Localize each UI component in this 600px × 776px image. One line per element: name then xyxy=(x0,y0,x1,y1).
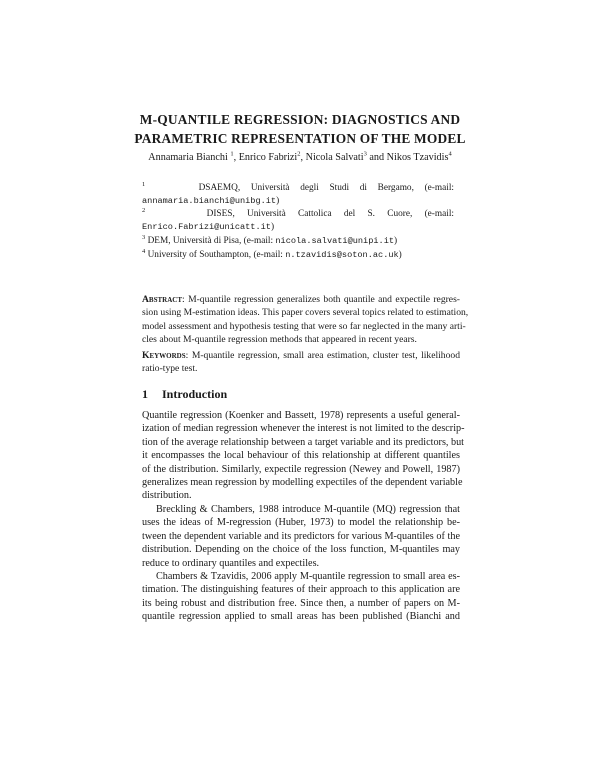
affiliation-paren: ) xyxy=(398,250,402,260)
author-separator: and xyxy=(366,152,387,163)
paragraph-1 xyxy=(142,409,465,503)
body-line: Chambers & Tzavidis, 2006 apply M-quantile regression to small area es- xyxy=(156,571,460,582)
affiliation-mark: 2 xyxy=(142,206,146,214)
keywords xyxy=(142,349,460,376)
abstract-label: Abstract xyxy=(142,294,182,305)
affiliation-1-email-line xyxy=(142,195,454,208)
affiliation-mark: 4 xyxy=(142,247,146,255)
author-list xyxy=(100,151,500,164)
body-line: generalizes mean regression by modelling expectiles of the dependent variable xyxy=(142,477,463,489)
email-address: n.tzavidis@soton.ac.uk xyxy=(285,250,399,260)
email-address: annamaria.bianchi@unibg.it xyxy=(142,196,277,206)
affiliation-mark: 3 xyxy=(142,233,146,241)
affiliation-4 xyxy=(142,249,454,262)
keywords-line: ratio-type test. xyxy=(142,363,198,375)
author-name: Enrico Fabrizi xyxy=(238,152,298,163)
author-mark: 2 xyxy=(297,150,301,158)
paper-title xyxy=(100,110,500,148)
body-line: Quantile regression (Koenker and Bassett, 1978) represents a useful general- xyxy=(142,410,460,421)
author-separator: , xyxy=(300,152,306,163)
title-line-2: PARAMETRIC REPRESENTATION OF THE MODEL xyxy=(134,131,466,146)
body-line: distribution. Depending on the choice of the loss function, M-quantiles may xyxy=(142,544,460,556)
section-heading xyxy=(142,387,227,402)
affiliation-text: DEM, Università di Pisa, (e-mail: xyxy=(147,236,276,246)
author-mark: 4 xyxy=(448,150,452,158)
abstract-line: sion using M-estimation ideas. This paper covers several topics related to estimation, xyxy=(142,307,469,319)
affiliation-text: University of Southampton, (e-mail: xyxy=(147,250,286,260)
affiliation-text: DISES, Università Cattolica del S. Cuore, (e-mail: xyxy=(206,209,454,219)
body-line: distribution. xyxy=(142,490,192,502)
author-name: Nikos Tzavidis xyxy=(386,152,449,163)
body-line: timation. The distinguishing features of their approach to this application are xyxy=(142,584,460,596)
abstract-line xyxy=(142,293,460,306)
body-line: quantile regression applied to small areas has been published (Bianchi and xyxy=(142,611,460,623)
author-separator: , xyxy=(233,152,239,163)
body-line: reduce to ordinary quantiles and expectiles. xyxy=(142,557,320,569)
affiliation-paren: ) xyxy=(276,196,280,206)
section-title: Introduction xyxy=(162,387,228,401)
title-line-1: M-QUANTILE REGRESSION: DIAGNOSTICS AND xyxy=(139,112,461,127)
abstract-line: model assessment and hypothesis testing that were so far neglected in the many arti- xyxy=(142,320,466,332)
body-line: its being robust and distribution free. Since then, a number of papers on M- xyxy=(142,597,460,609)
affiliation-3 xyxy=(142,235,454,248)
body-line: ization of median regression whenever the interest is not limited to the descrip- xyxy=(142,423,465,435)
body-line: tion of the average relationship between a target variable and its predictors, but xyxy=(142,436,465,448)
author-name: Nicola Salvati xyxy=(305,152,364,163)
keywords-colon: : xyxy=(185,350,189,361)
author-name: Annamaria Bianchi xyxy=(148,152,228,163)
paragraph-3 xyxy=(142,570,460,624)
affiliation-mark: 1 xyxy=(142,180,146,188)
keywords-text: M-quantile regression, small area estimation, cluster test, likelihood xyxy=(191,350,460,361)
abstract-colon: : xyxy=(182,294,185,305)
body-line: uses the ideas of M-regression (Huber, 1973) to model the relationship be- xyxy=(142,517,460,529)
abstract xyxy=(142,293,469,347)
email-address: nicola.salvati@unipi.it xyxy=(275,236,395,246)
paragraph-2 xyxy=(142,503,460,570)
email-address: Enrico.Fabrizi@unicatt.it xyxy=(142,222,271,232)
affiliation-2-line xyxy=(142,208,454,221)
section-number: 1 xyxy=(142,387,148,401)
affiliation-2 xyxy=(142,208,454,234)
affiliation-4-line xyxy=(142,249,454,262)
author-mark: 1 xyxy=(230,150,234,158)
body-line: tween the dependent variable and its predictors for various M-quantiles of the xyxy=(142,530,460,542)
keywords-line xyxy=(142,349,460,362)
affiliation-3-line xyxy=(142,235,454,248)
abstract-text: M-quantile regression generalizes both quantile and expectile regres- xyxy=(188,294,460,305)
body-line: it encompasses the local behaviour of this relationship at different quantiles xyxy=(142,450,460,462)
abstract-line: cles about M-quantile regression methods that appeared in recent years. xyxy=(142,334,417,346)
affiliation-paren: ) xyxy=(270,222,275,232)
author-mark: 3 xyxy=(363,150,367,158)
body-line: of the distribution. Similarly, expectile regression (Newey and Powell, 1987) xyxy=(142,463,460,475)
affiliation-1 xyxy=(142,182,454,208)
affiliation-paren: ) xyxy=(394,236,398,246)
body-line: Breckling & Chambers, 1988 introduce M-quantile (MQ) regression that xyxy=(156,504,460,515)
affiliation-text: DSAEMQ, Università degli Studi di Bergamo, (e-mail: xyxy=(198,183,454,193)
affiliation-1-line xyxy=(142,182,454,195)
affiliation-2-email-line xyxy=(142,221,454,234)
keywords-label: Keywords xyxy=(142,350,186,361)
